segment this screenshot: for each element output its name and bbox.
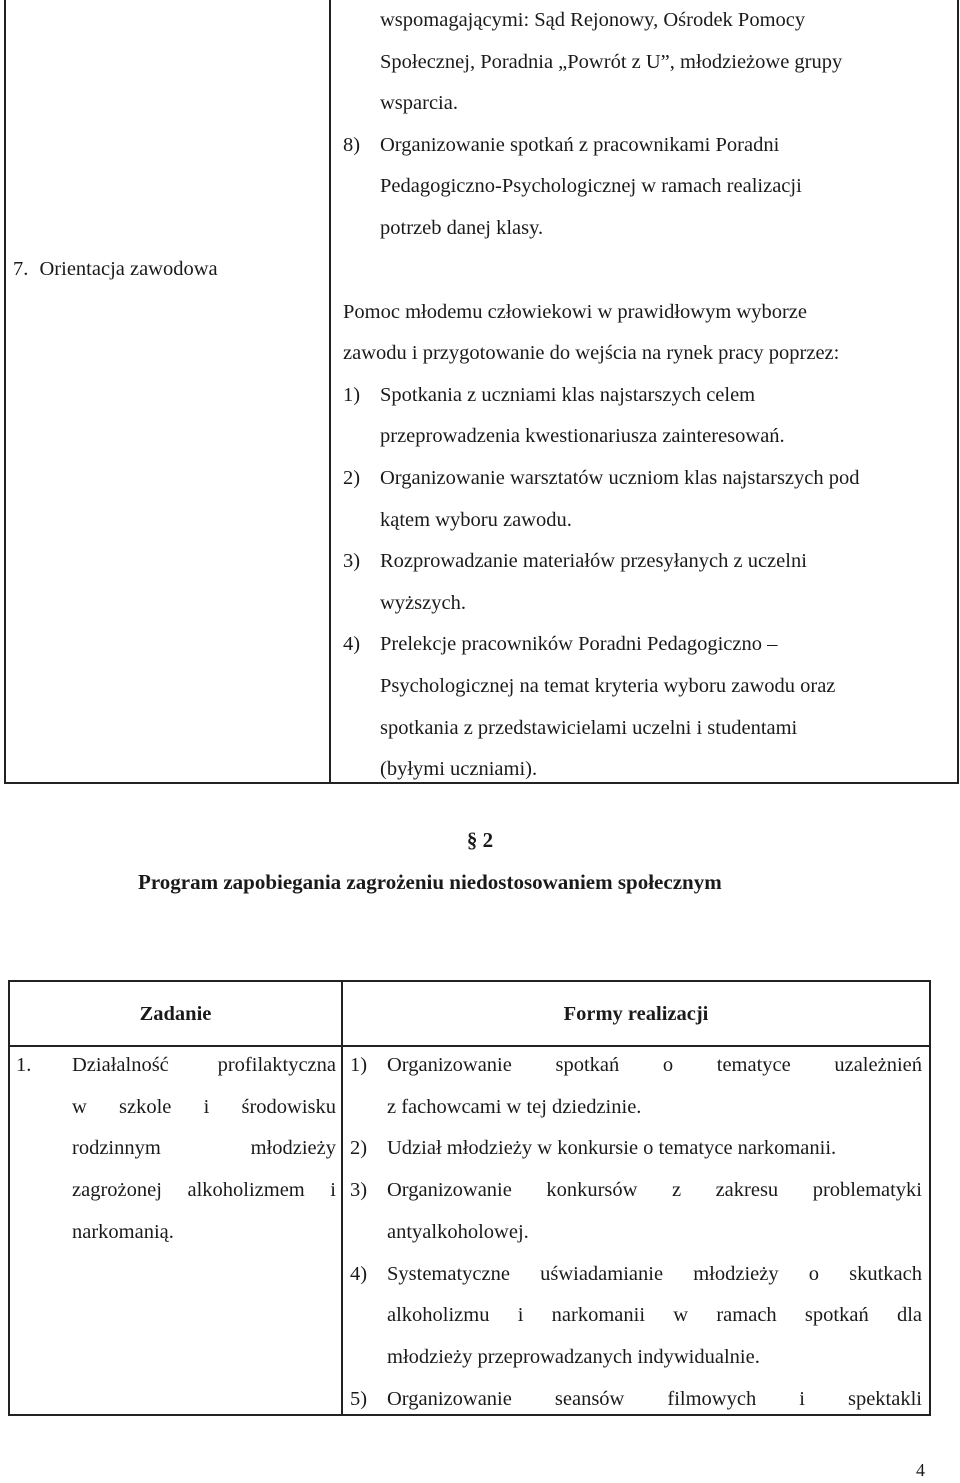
item-number: 3) — [350, 1179, 368, 1202]
item-line: Organizowanie spotkań z pracownikami Poradni — [380, 133, 780, 156]
list-item — [350, 1379, 922, 1421]
intro-line: Pomoc młodemu człowiekowi w prawidłowym wyborze — [343, 300, 808, 323]
header-forms: Formy realizacji — [563, 1003, 709, 1025]
item-number: 2) — [350, 1137, 368, 1160]
list-item — [350, 1254, 922, 1379]
list-item-continued — [343, 0, 948, 125]
item-line: Udział młodzieży w konkursie o tematyce narkomanii. — [387, 1137, 837, 1160]
task-line: rodzinnym młodzieży — [72, 1137, 336, 1160]
item-line: Organizowanie seansów filmowych i spektakli — [387, 1387, 922, 1410]
header-task: Zadanie — [139, 1003, 212, 1025]
intro-line: zawodu i przygotowanie do wejścia na rynek pracy poprzez: — [343, 342, 840, 365]
item-line: Społecznej, Poradnia „Powrót z U”, młodzieżowe grupy — [380, 50, 843, 73]
item-number: 1) — [343, 383, 361, 406]
item-line: Organizowanie konkursów z zakresu problematyki — [387, 1179, 922, 1202]
item-line: wyższych. — [380, 591, 466, 614]
row-number: 1. — [16, 1054, 32, 1076]
list-item — [350, 1170, 922, 1253]
table2-top-border — [8, 980, 931, 982]
list-item — [350, 1128, 922, 1170]
item-line: Rozprowadzanie materiałów przesyłanych z uczelni — [380, 550, 807, 573]
item-number: 5) — [350, 1387, 368, 1410]
item-line: (byłymi uczniami). — [380, 758, 538, 781]
item-number: 4) — [343, 633, 361, 656]
item-number: 4) — [350, 1262, 368, 1285]
table2-forms-cell — [350, 1045, 922, 1420]
table2-middle-border — [341, 980, 343, 1416]
task-line: w szkole i środowisku — [72, 1095, 336, 1118]
item-number: 8) — [343, 133, 361, 156]
item-line: Spotkania z uczniami klas najstarszych celem — [380, 383, 756, 406]
item-line: antyalkoholowej. — [387, 1220, 529, 1243]
list-item — [343, 125, 948, 250]
task-line: Działalność profilaktyczna — [72, 1054, 336, 1076]
item-line: wspomagającymi: Sąd Rejonowy, Ośrodek Pomocy — [380, 9, 806, 31]
section-mark: § 2 — [466, 828, 494, 852]
table1-left-border — [4, 0, 6, 784]
list-item — [343, 375, 948, 458]
row-label: Orientacja zawodowa — [39, 258, 218, 280]
list-item — [343, 624, 948, 790]
table2-task-cell — [16, 1045, 336, 1254]
item-line: spotkania z przedstawicielami uczelni i studentami — [380, 716, 798, 739]
table1-row-label — [13, 249, 218, 291]
item-line: przeprowadzenia kwestionariusza zainteresowań. — [380, 425, 785, 448]
list-item — [350, 1045, 922, 1128]
item-number: 3) — [343, 550, 361, 573]
table1-middle-border — [329, 0, 331, 784]
item-number: 1) — [350, 1054, 368, 1076]
item-line: Systematyczne uświadamianie młodzieży o skutkach — [387, 1262, 922, 1285]
item-line: wsparcia. — [380, 92, 458, 115]
item-number: 2) — [343, 466, 361, 489]
table1-content — [343, 0, 948, 791]
item-line: z fachowcami w tej dziedzinie. — [387, 1095, 642, 1118]
item-line: Organizowanie warsztatów uczniom klas najstarszych pod — [380, 466, 860, 489]
table1-right-border — [957, 0, 959, 784]
item-line: Psychologicznej na temat kryteria wyboru zawodu oraz — [380, 674, 836, 697]
row-number: 7. — [13, 258, 29, 280]
item-line: Prelekcje pracowników Poradni Pedagogiczno – — [380, 633, 778, 656]
table2-right-border — [929, 980, 931, 1416]
item-line: Organizowanie spotkań o tematyce uzależnień — [387, 1054, 922, 1076]
item-line: potrzeb danej klasy. — [380, 216, 544, 239]
list-item — [343, 458, 948, 541]
item-line: Pedagogiczno-Psychologicznej w ramach realizacji — [380, 175, 802, 198]
task-line: narkomanią. — [72, 1220, 174, 1243]
item-line: młodzieży przeprowadzanych indywidualnie. — [387, 1345, 760, 1368]
table2-left-border — [8, 980, 10, 1416]
task-line: zagrożonej alkoholizmem i — [72, 1179, 336, 1202]
item-line: alkoholizmu i narkomanii w ramach spotkań dla — [387, 1304, 922, 1327]
list-item — [343, 541, 948, 624]
item-line: kątem wyboru zawodu. — [380, 508, 572, 531]
page-number: 4 — [916, 1460, 925, 1480]
section-title: Program zapobiegania zagrożeniu niedostosowaniem społecznym — [138, 870, 722, 894]
